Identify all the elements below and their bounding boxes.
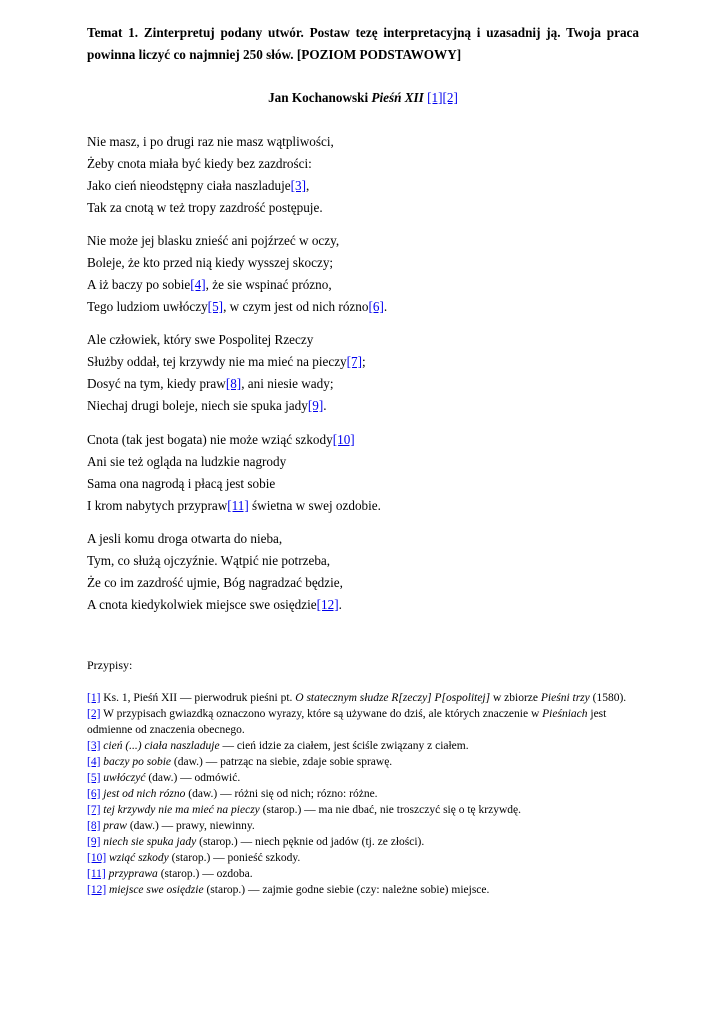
footnote-item	[87, 690, 639, 706]
poem-stanza	[87, 230, 387, 318]
footnote-item	[87, 754, 639, 770]
footnote-item	[87, 866, 639, 882]
poem-line-text: ,	[306, 178, 310, 193]
footnote-item	[87, 834, 639, 850]
footnote-text: w zbiorze	[490, 692, 541, 704]
poem-line-text: Cnota (tak jest bogata) nie może wziąć szkody	[87, 432, 333, 447]
footnote-text: — cień idzie za ciałem, jest ściśle związany z ciałem.	[219, 740, 469, 752]
footnote-ref-link[interactable]: [8]	[225, 376, 242, 391]
poem-line-text: Tak za cnotą w też tropy zazdrość postępuje.	[87, 200, 323, 215]
poem-line-text: .	[338, 597, 342, 612]
poem-line	[87, 495, 381, 517]
footnote-text: miejsce swe osiędzie	[109, 884, 204, 896]
footnote-text: praw	[103, 820, 127, 832]
poem-line-text: , w czym jest od nich rózno	[223, 299, 369, 314]
poem-line	[87, 473, 381, 495]
footnote-text: uwłóczyć	[103, 772, 146, 784]
footnote-text: (starop.) — niech pęknie od jadów (tj. ze złości).	[196, 836, 425, 848]
footnote-text: niech sie spuka jady	[103, 836, 197, 848]
poem-line-text: Nie masz, i po drugi raz nie masz wątpliwości,	[87, 134, 334, 149]
footnote-item	[87, 882, 639, 898]
footnote-text: (starop.) — ma nie dbać, nie troszczyć się o tę krzywdę.	[259, 804, 521, 816]
poem-line	[87, 230, 387, 252]
footnote-ref-link[interactable]: [11]	[227, 498, 249, 513]
footnote-item	[87, 786, 639, 802]
footnote-ref-link[interactable]: [9]	[307, 398, 324, 413]
poem-line-text: Ani sie też ogląda na ludzkie nagrody	[87, 454, 287, 469]
footnote-ref-link[interactable]: [7]	[346, 354, 363, 369]
footnote-text: (1580).	[589, 692, 627, 704]
footnote-ref-link[interactable]: [6]	[368, 299, 384, 314]
poem-work-title: Pieśń XII	[371, 90, 424, 105]
footnotes-list	[87, 690, 639, 898]
footnote-ref-link[interactable]: [5]	[207, 299, 224, 314]
footnote-ref-link[interactable]: [4]	[190, 277, 206, 292]
footnote-backlink[interactable]: [6]	[87, 788, 101, 800]
footnote-text: (daw.) — patrząc na siebie, zdaje sobie sprawę.	[171, 756, 393, 768]
poem-line	[87, 373, 366, 395]
footnote-text: Pieśniach	[542, 708, 588, 720]
footnote-text: przyprawa	[108, 868, 158, 880]
footnote-backlink[interactable]: [10]	[87, 852, 107, 864]
poem-line-text: Że co im zazdrość ujmie, Bóg nagradzać będzie,	[87, 575, 343, 590]
poem-line-text: Jako cień nieodstępny ciała naszladuje	[87, 178, 291, 193]
footnote-backlink[interactable]: [11]	[87, 868, 106, 880]
footnote-text: (daw.) — prawy, niewinny.	[126, 820, 255, 832]
poem-line-text: Żeby cnota miała być kiedy bez zazdrości:	[87, 156, 312, 171]
footnote-text: Pieśni trzy	[540, 692, 590, 704]
footnote-text: Ks. 1, Pieśń XII — pierwodruk pieśni pt.	[100, 692, 296, 704]
footnote-text: tej krzywdy nie ma mieć na pieczy	[103, 804, 260, 816]
footnote-ref-link[interactable]: [2]	[442, 90, 458, 105]
footnote-item	[87, 818, 639, 834]
poem-line-text: Boleje, że kto przed nią kiedy wysszej skoczy;	[87, 255, 334, 270]
footnote-text: cień (...) ciała naszladuje	[103, 740, 220, 752]
footnote-item	[87, 802, 639, 818]
footnote-text: wziąć szkody	[109, 852, 169, 864]
poem-line-text: I krom nabytych przypraw	[87, 498, 228, 513]
poem-line-text: Tym, co służą ojczyźnie. Wątpić nie potrzeba,	[87, 553, 331, 568]
poem-author: Jan Kochanowski	[268, 90, 369, 105]
footnote-item	[87, 738, 639, 754]
poem-line	[87, 528, 343, 550]
poem-stanza	[87, 131, 334, 219]
poem-line-text: Ale człowiek, który swe Pospolitej Rzeczy	[87, 332, 314, 347]
footnote-text: (starop.) — ponieść szkody.	[168, 852, 301, 864]
poem-line-text: ;	[362, 354, 366, 369]
poem-line	[87, 296, 387, 318]
poem-line	[87, 429, 381, 451]
poem-line-text: , ani niesie wady;	[241, 376, 334, 391]
footnote-text: baczy po sobie	[103, 756, 172, 768]
poem-line	[87, 197, 334, 219]
footnote-ref-link[interactable]: [1]	[427, 90, 443, 105]
poem-line	[87, 594, 343, 616]
poem-line-text: Służby oddał, tej krzywdy nie ma mieć na pieczy	[87, 354, 347, 369]
footnote-backlink[interactable]: [9]	[87, 836, 101, 848]
footnote-text: (starop.) — ozdoba.	[157, 868, 253, 880]
poem-line	[87, 351, 366, 373]
poem-line-text: Tego ludziom uwłóczy	[87, 299, 208, 314]
poem-line	[87, 395, 366, 417]
task-instruction: Temat 1. Zinterpretuj podany utwór. Postaw tezę interpretacyjną i uzasadnij ją. Twoja praca powinna liczyć co najmniej 250 słów. [POZIOM PODSTAWOWY]	[87, 25, 639, 62]
footnote-item	[87, 706, 639, 738]
footnote-backlink[interactable]: [7]	[87, 804, 101, 816]
footnote-backlink[interactable]: [5]	[87, 772, 101, 784]
poem-line-text: , że sie wspinać prózno,	[205, 277, 332, 292]
poem-line	[87, 153, 334, 175]
footnote-backlink[interactable]: [8]	[87, 820, 101, 832]
poem-stanza	[87, 329, 366, 417]
footnote-text: jest od nich rózno	[103, 788, 186, 800]
poem-line-text: Sama ona nagrodą i płacą jest sobie	[87, 476, 276, 491]
footnote-item	[87, 770, 639, 786]
footnote-backlink[interactable]: [3]	[87, 740, 101, 752]
poem-line	[87, 131, 334, 153]
footnote-backlink[interactable]: [4]	[87, 756, 101, 768]
footnote-ref-link[interactable]: [12]	[316, 597, 339, 612]
footnote-backlink[interactable]: [12]	[87, 884, 107, 896]
poem-line-text: .	[383, 299, 388, 314]
footnote-backlink[interactable]: [1]	[87, 692, 101, 704]
footnote-text: W przypisach gwiazdką oznaczono wyrazy, które są używane do dziś, ale których znaczenie w	[100, 708, 543, 720]
footnote-item	[87, 850, 639, 866]
footnote-text: (daw.) — różni się od nich; rózno: różne.	[185, 788, 378, 800]
poem-line	[87, 451, 381, 473]
footnote-ref-link[interactable]: [10]	[332, 432, 355, 447]
poem-line-text: Niechaj drugi boleje, niech sie spuka jady	[87, 398, 308, 413]
footnote-text: jest odmienne od znaczenia obecnego.	[87, 708, 607, 736]
footnote-text: O statecznym słudze R[zeczy] P[ospolitej]	[295, 692, 491, 704]
poem-line-text: Nie może jej blasku znieść ani pojźrzeć w oczy,	[87, 233, 340, 248]
poem-stanza	[87, 429, 381, 517]
footnote-text: (daw.) — odmówić.	[145, 772, 241, 784]
poem-line-text: A jesli komu droga otwarta do nieba,	[87, 531, 283, 546]
footnote-ref-link[interactable]: [3]	[290, 178, 306, 193]
footnotes-heading: Przypisy:	[87, 658, 133, 672]
poem-line	[87, 252, 387, 274]
footnote-text: (starop.) — zajmie godne siebie (czy: należne sobie) miejsce.	[203, 884, 490, 896]
poem-line	[87, 274, 387, 296]
poem-line	[87, 175, 334, 197]
poem-line-text: .	[323, 398, 327, 413]
poem-line	[87, 572, 343, 594]
poem-line-text: A iż baczy po sobie	[87, 277, 191, 292]
poem-line	[87, 329, 366, 351]
poem-line-text: A cnota kiedykolwiek miejsce swe osiędzie	[87, 597, 317, 612]
footnote-backlink[interactable]: [2]	[87, 708, 101, 720]
poem-line-text: świetna w swej ozdobie.	[248, 498, 381, 513]
poem-title	[87, 89, 639, 107]
poem-line	[87, 550, 343, 572]
poem-line-text: Dosyć na tym, kiedy praw	[87, 376, 226, 391]
poem-stanza	[87, 528, 343, 616]
